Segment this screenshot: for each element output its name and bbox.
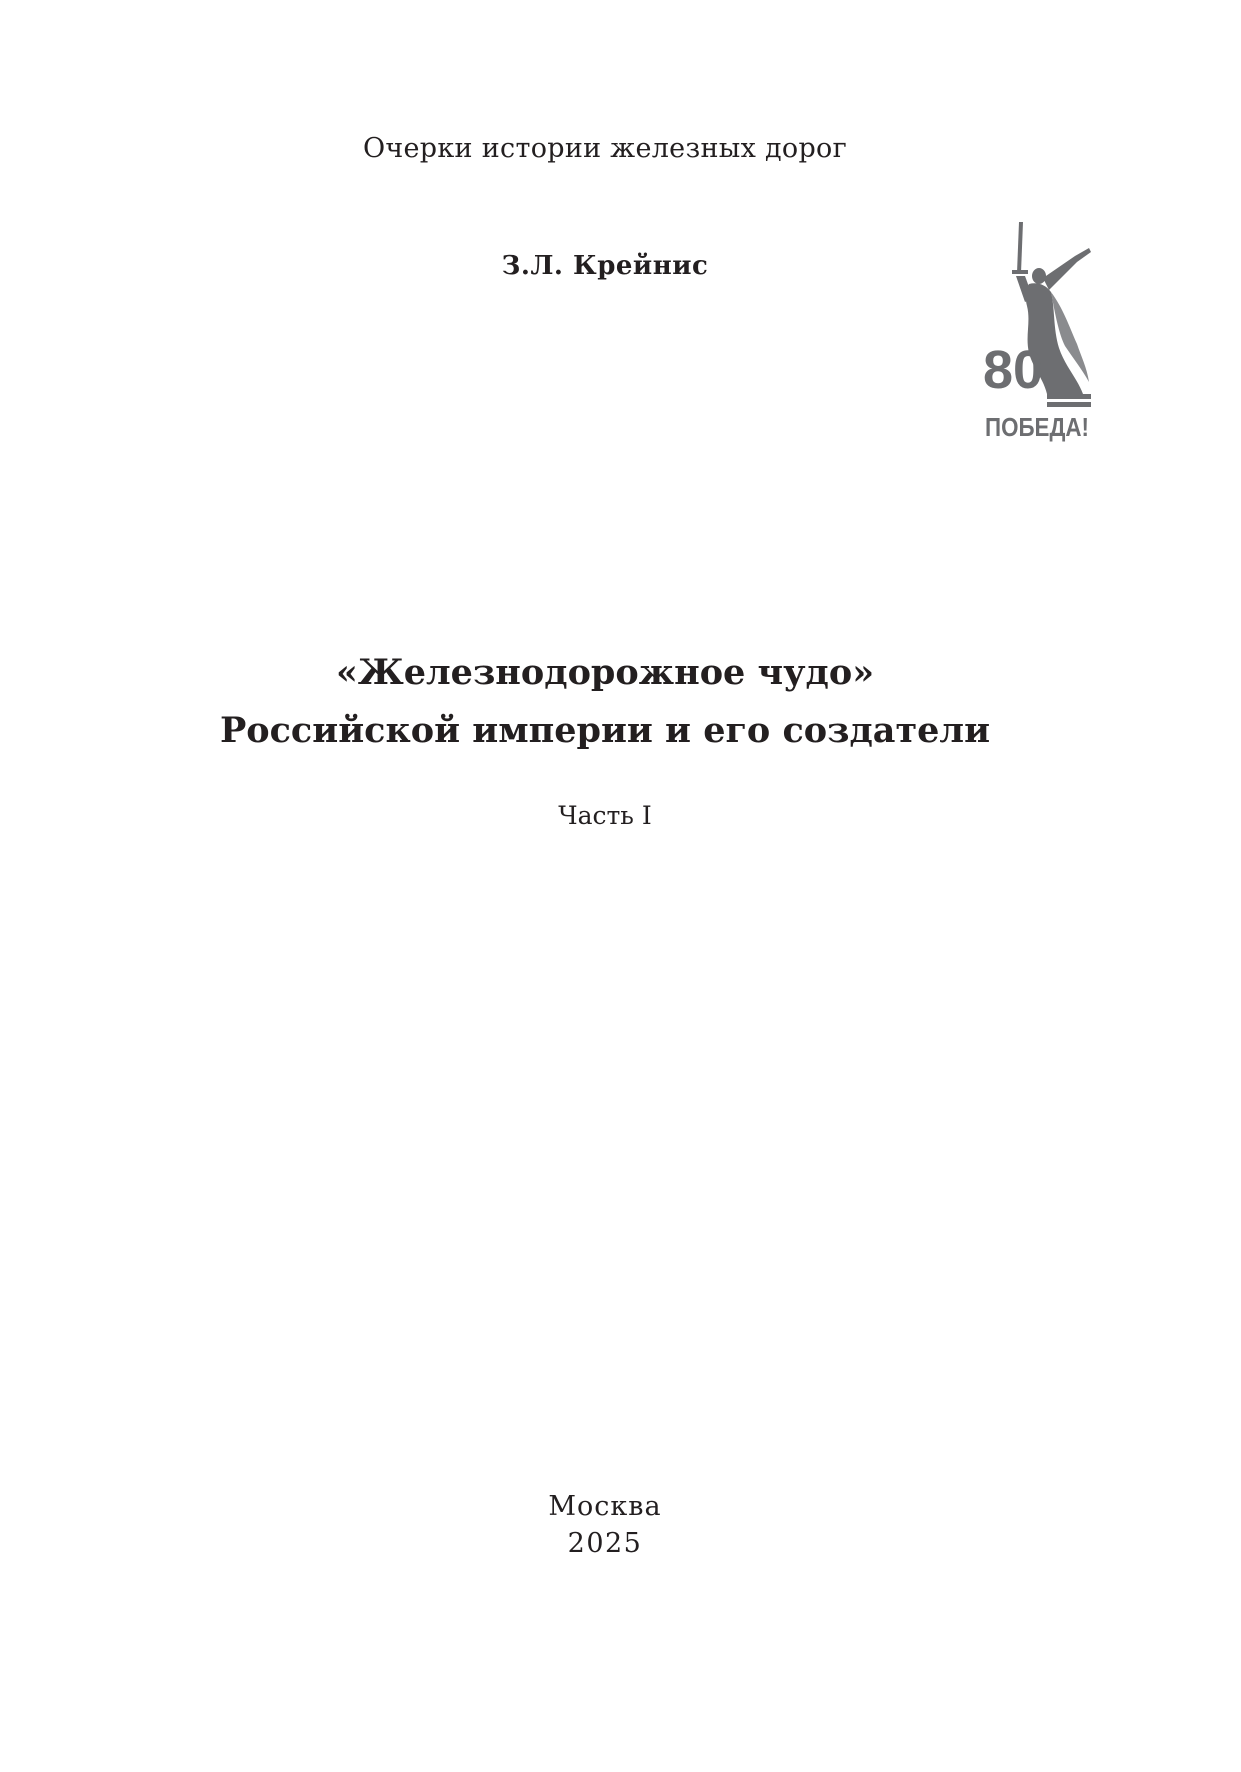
book-title-line-1: «Железнодорожное чудо» (335, 652, 875, 693)
book-title (0, 644, 1210, 760)
emblem-number: 80 (983, 340, 1044, 400)
publication-year: 2025 (567, 1528, 643, 1559)
author-name: З.Л. Крейнис (501, 251, 709, 281)
part-label: Часть I (558, 801, 652, 830)
publication-city: Москва (548, 1491, 662, 1522)
motherland-calls-statue-icon (985, 218, 1093, 443)
emblem-caption: ПОБЕДА! (985, 412, 1089, 442)
book-title-line-2: Российской империи и его создатели (219, 710, 991, 751)
victory-80-emblem (985, 218, 1093, 443)
series-title: Очерки истории железных дорог (362, 133, 848, 164)
